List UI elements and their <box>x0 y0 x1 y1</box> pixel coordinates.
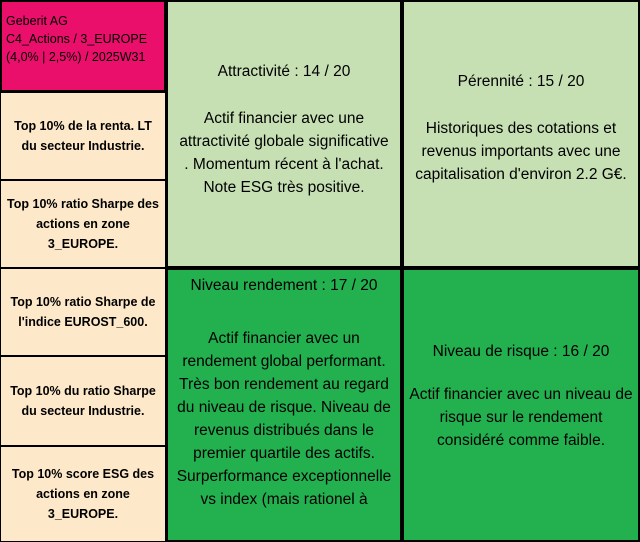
asset-period: (4,0% | 2,5%) / 2025W31 <box>6 50 146 64</box>
asset-name: Geberit AG <box>6 14 68 28</box>
risque-title: Niveau de risque : 16 / 20 <box>432 343 610 360</box>
criterion-label: Top 10% de la renta. LT du secteur Industrie. <box>14 119 152 153</box>
criterion-label: Top 10% ratio Sharpe de l'indice EUROST_600. <box>10 295 156 329</box>
criterion-cell <box>0 92 166 180</box>
rendement-text: Actif financier avec un rendement global performant. Très bon rendement au regard du niveau de risque. Niveau de revenus distribués dans le premier quartile des actifs. Surperformance exceptionnelle vs index (mais rationel à <box>176 330 392 508</box>
criterion-label: Top 10% score ESG des actions en zone 3_EUROPE. <box>11 467 155 521</box>
perennite-panel <box>402 0 640 268</box>
criterion-label: Top 10% du ratio Sharpe du secteur Industrie. <box>10 384 156 418</box>
rendement-title: Niveau rendement : 17 / 20 <box>190 277 378 294</box>
asset-header <box>0 0 166 92</box>
perennite-title: Pérennité : 15 / 20 <box>457 73 585 90</box>
asset-category: C4_Actions / 3_EUROPE <box>6 32 148 46</box>
criterion-label: Top 10% ratio Sharpe des actions en zone 3_EUROPE. <box>7 197 159 251</box>
risque-panel <box>402 268 640 542</box>
attractivite-text: Actif financier avec une attractivité globale significative . Momentum récent à l'achat. Note ESG très positive. <box>179 110 389 196</box>
criterion-cell <box>0 268 166 356</box>
criterion-cell <box>0 356 166 446</box>
criterion-cell <box>0 446 166 542</box>
rendement-panel <box>166 268 402 542</box>
criterion-cell <box>0 180 166 268</box>
perennite-text: Historiques des cotations et revenus importants avec une capitalisation d'environ 2.2 G€. <box>415 120 627 183</box>
attractivite-title: Attractivité : 14 / 20 <box>217 63 351 80</box>
attractivite-panel <box>166 0 402 268</box>
risque-text: Actif financier avec un niveau de risque sur le rendement considéré comme faible. <box>409 386 633 449</box>
